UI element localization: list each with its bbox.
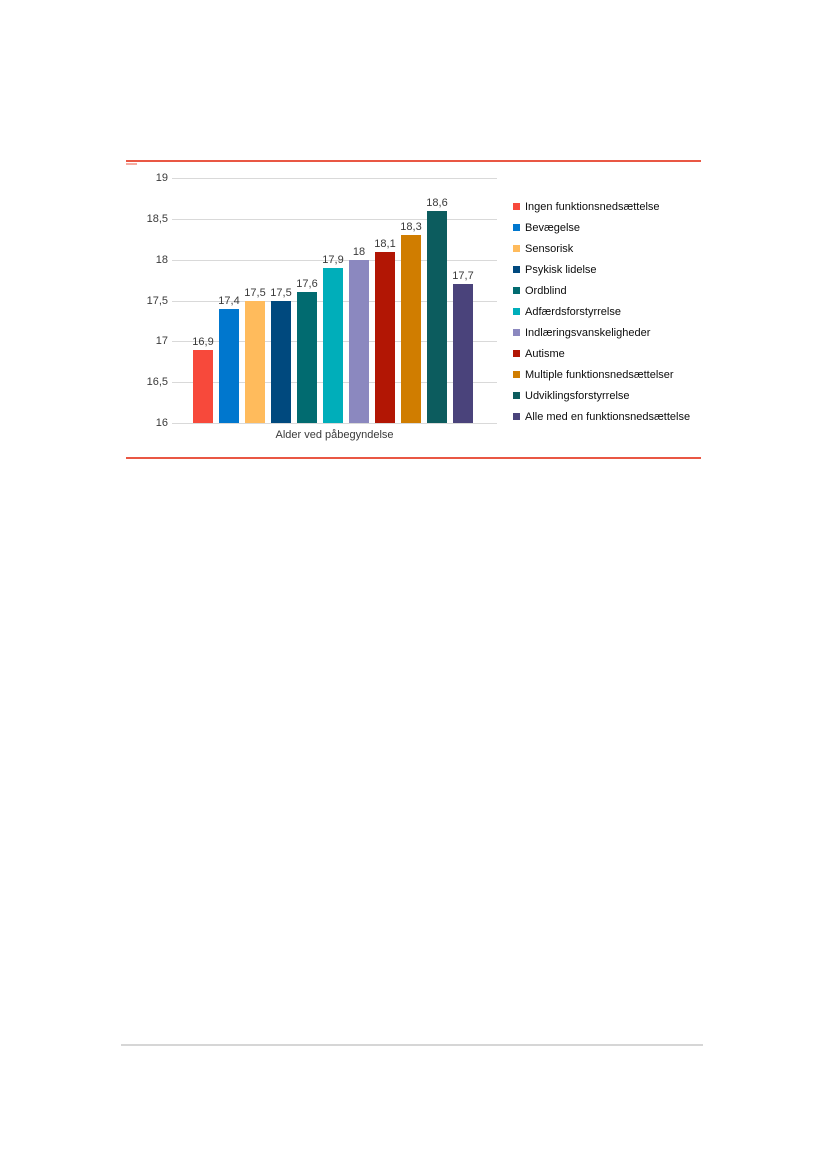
bar (192, 335, 214, 424)
legend-label: Multiple funktionsnedsættelser (525, 368, 674, 381)
legend-label: Udviklingsforstyrrelse (525, 389, 630, 402)
chart-legend (513, 196, 690, 427)
legend-swatch-icon (513, 371, 520, 378)
legend-label: Sensorisk (525, 242, 574, 255)
plot-area (172, 178, 497, 423)
bar (349, 245, 369, 423)
legend-item (513, 322, 690, 343)
legend-swatch-icon (513, 350, 520, 357)
legend-item (513, 196, 690, 217)
y-axis (126, 172, 168, 429)
legend-item (513, 364, 690, 385)
legend-label: Ingen funktionsnedsættelse (525, 200, 660, 213)
legend-item (513, 343, 690, 364)
bar-value-label: 18 (352, 245, 366, 258)
gridline (172, 423, 497, 424)
legend-label: Adfærdsforstyrrelse (525, 305, 621, 318)
y-axis-tick-label: 16,5 (146, 376, 168, 389)
y-axis-tick-label: 19 (155, 172, 168, 184)
legend-label: Autisme (525, 347, 565, 360)
footer-rule (121, 1044, 703, 1046)
bar-value-label: 17,7 (452, 270, 474, 283)
legend-swatch-icon (513, 203, 520, 210)
bar-value-label: 17,6 (296, 278, 318, 291)
legend-swatch-icon (513, 329, 520, 336)
y-axis-tick-label: 16 (155, 417, 168, 429)
bar-series (172, 178, 497, 423)
bar-value-label: 17,9 (322, 253, 344, 266)
legend-item (513, 259, 690, 280)
bar-value-label: 18,1 (374, 237, 396, 250)
legend-label: Indlæringsvanskeligheder (525, 326, 651, 339)
bar-value-label: 18,3 (400, 221, 422, 234)
y-axis-tick-label: 17 (155, 335, 168, 348)
bar (374, 237, 396, 424)
bar (400, 221, 422, 423)
bar (270, 286, 292, 424)
y-axis-tick-label: 18,5 (146, 212, 168, 225)
bar-value-label: 18,6 (426, 196, 448, 209)
legend-item (513, 217, 690, 238)
legend-swatch-icon (513, 266, 520, 273)
bar (296, 278, 318, 423)
bar (218, 294, 240, 423)
bar (452, 270, 474, 423)
bar (426, 196, 448, 423)
legend-item (513, 301, 690, 322)
y-axis-tick-label: 17,5 (146, 294, 168, 307)
bottom-rule (126, 457, 701, 459)
bar-value-label: 17,5 (270, 286, 292, 299)
legend-item (513, 406, 690, 427)
legend-label: Psykisk lidelse (525, 263, 597, 276)
legend-item (513, 385, 690, 406)
legend-label: Alle med en funktionsnedsættelse (525, 410, 691, 423)
legend-swatch-icon (513, 287, 520, 294)
bar-value-label: 16,9 (192, 335, 214, 348)
legend-swatch-icon (513, 392, 520, 399)
bar-chart (0, 0, 827, 500)
bar (244, 286, 266, 424)
legend-swatch-icon (513, 224, 520, 231)
legend-label: Bevægelse (525, 221, 581, 234)
legend-swatch-icon (513, 413, 520, 420)
legend-item (513, 280, 690, 301)
legend-item (513, 238, 690, 259)
y-axis-tick-label: 18 (155, 253, 168, 266)
bar (322, 253, 344, 423)
bar-value-label: 17,4 (218, 294, 240, 307)
legend-swatch-icon (513, 308, 520, 315)
legend-label: Ordblind (525, 284, 567, 297)
bar-value-label: 17,5 (244, 286, 266, 299)
x-axis-title: Alder ved påbegyndelse (275, 429, 394, 441)
legend-swatch-icon (513, 245, 520, 252)
